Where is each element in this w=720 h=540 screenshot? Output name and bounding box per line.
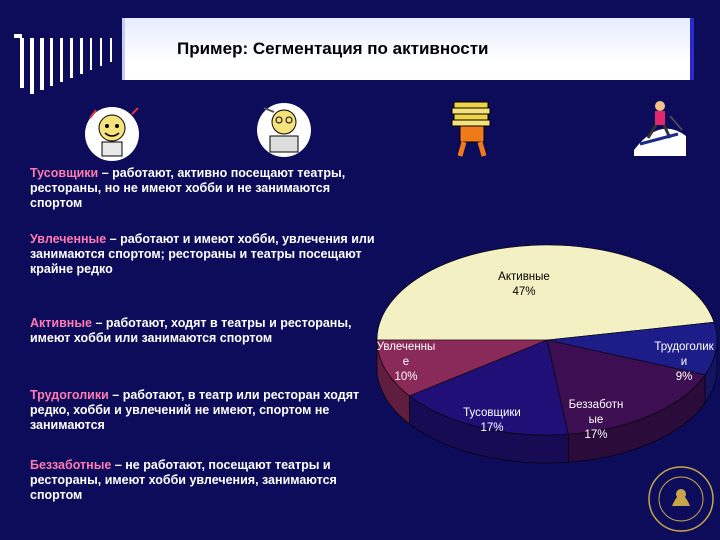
segment-name: Беззаботные (30, 458, 112, 472)
segment-item-carefree (30, 458, 375, 503)
segment-item-workaholics (30, 388, 375, 433)
segment-name: Трудоголики (30, 388, 109, 402)
university-seal-icon (646, 464, 716, 534)
workaholic-clipart-icon (442, 96, 502, 160)
pie-chart (374, 230, 720, 480)
segment-text: – не работают, посещают театры и рестораны, имеют хобби увлечения, занимаются спортом (30, 458, 337, 502)
segment-text: – работают, в театр или ресторан ходят редко, хобби и увлечений не имеют, спортом не занимаются (30, 388, 360, 432)
page-title: Пример: Сегментация по активности (177, 39, 489, 58)
segment-item-active (30, 316, 375, 346)
segment-text: – работают, активно посещают театры, рестораны, но не имеют хобби и не занимаются спортом (30, 166, 346, 210)
pie-label-2: Беззаботн ые 17% (568, 399, 624, 441)
title-banner (122, 18, 694, 80)
decorative-bars (14, 14, 124, 94)
segment-name: Увлеченные (30, 232, 107, 246)
segment-name: Тусовщики (30, 166, 99, 180)
pie-label-1: Трудоголик и 9% (654, 341, 714, 383)
pie-label-4: Увлеченны е 10% (376, 341, 436, 383)
segment-item-enthusiasts (30, 232, 375, 277)
segment-item-partygoers (30, 166, 375, 211)
pie-slice-0 (377, 245, 714, 340)
pie-label-0: Активные 47% (498, 271, 550, 298)
pie-label-3: Тусовщики 17% (463, 407, 521, 434)
segment-text: – работают и имеют хобби, увлечения или занимаются спортом; рестораны и театры посещают крайне редко (30, 232, 375, 276)
skier-clipart-icon (630, 96, 690, 160)
pie-chart-svg (374, 230, 720, 480)
segment-text: – работают, ходят в театры и рестораны, имеют хобби или занимаются спортом (30, 316, 352, 345)
partygoer-clipart-icon (82, 100, 142, 164)
segment-name: Активные (30, 316, 92, 330)
hobbyist-clipart-icon (254, 96, 314, 160)
